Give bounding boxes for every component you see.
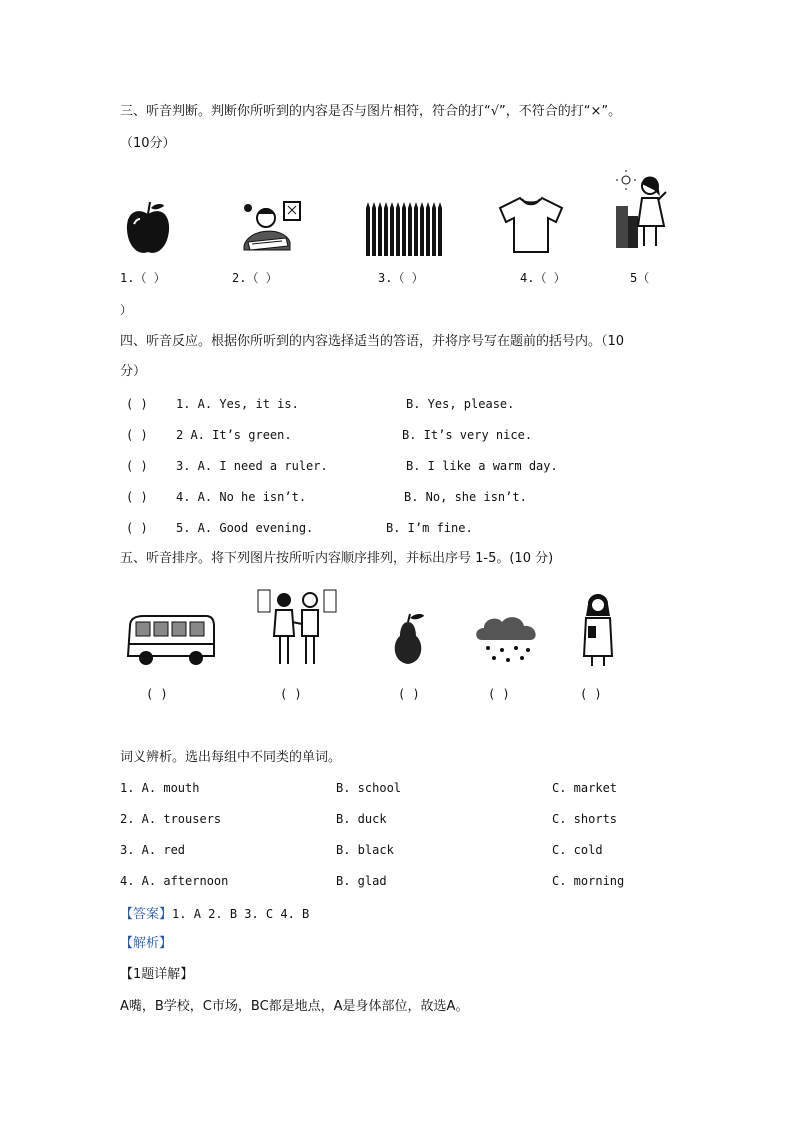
answer-text: 1. A 2. B 3. C 4. B [172, 907, 310, 921]
rain-cloud-picture [474, 612, 540, 668]
response-option-3b: B. I like a warm day. [406, 459, 558, 473]
order-blank-2[interactable]: ( ) [280, 687, 302, 701]
vocab-row-1-b: B. school [336, 781, 402, 795]
answer-blank-5[interactable]: 5（ [630, 271, 650, 285]
detail-label: 【1题详解】 [120, 967, 194, 982]
girl-city-picture [614, 170, 670, 250]
vocab-row-4-b: B. glad [336, 874, 387, 888]
analysis-label: 【解析】 [120, 936, 173, 951]
section3-heading: 三、听音判断。判断你所听到的内容是否与图片相符，符合的打“√”，不符合的打“×”。 [120, 104, 622, 119]
answer-label: 【答案】 [120, 907, 173, 922]
apple-picture [124, 200, 172, 258]
order-blank-4[interactable]: ( ) [488, 687, 510, 701]
answer-blank-2[interactable]: 2.（ ） [232, 271, 278, 285]
answer-blank-4[interactable]: 4.（ ） [520, 271, 566, 285]
response-option-1b: B. Yes, please. [406, 397, 515, 411]
boy-and-girl-picture [256, 586, 338, 668]
response-option-2a: 2 A. It’s green. [176, 428, 292, 442]
vocab-row-2-c: C. shorts [552, 812, 618, 826]
vocab-row-4-a: 4. A. afternoon [120, 874, 229, 888]
vocab-row-4-c: C. morning [552, 874, 625, 888]
response-blank-4[interactable]: ( ) [126, 490, 148, 504]
t-shirt-picture [498, 196, 564, 254]
vocab-row-1-a: 1. A. mouth [120, 781, 200, 795]
vocab-row-3-c: C. cold [552, 843, 603, 857]
answer-blank-5-wrap: ） [120, 303, 133, 317]
response-option-4b: B. No, she isn’t. [404, 490, 527, 504]
section4-heading: 四、听音反应。根据你所听到的内容选择适当的答语，并将序号写在题前的括号内。（10 [120, 334, 625, 349]
vocab-row-3-a: 3. A. red [120, 843, 186, 857]
response-option-1a: 1. A. Yes, it is. [176, 397, 299, 411]
answer-blank-1[interactable]: 1.（ ） [120, 271, 166, 285]
response-blank-3[interactable]: ( ) [126, 459, 148, 473]
response-blank-2[interactable]: ( ) [126, 428, 148, 442]
vocab-row-2-b: B. duck [336, 812, 387, 826]
response-option-3a: 3. A. I need a ruler. [176, 459, 328, 473]
vocab-row-2-a: 2. A. trousers [120, 812, 222, 826]
answer-line [120, 904, 309, 925]
pear-picture [388, 612, 428, 666]
vocab-row-3-b: B. black [336, 843, 394, 857]
answer-blank-3[interactable]: 3.（ ） [378, 271, 424, 285]
order-blank-1[interactable]: ( ) [146, 687, 168, 701]
order-blank-5[interactable]: ( ) [580, 687, 602, 701]
section4-heading-wrap: 分） [120, 364, 147, 379]
response-blank-1[interactable]: ( ) [126, 397, 148, 411]
school-bus-picture [126, 612, 216, 668]
girl-reading-picture [238, 198, 304, 256]
order-blank-3[interactable]: ( ) [398, 687, 420, 701]
response-option-5a: 5. A. Good evening. [176, 521, 314, 535]
doctor-picture [578, 590, 618, 668]
section3-score: （10分） [120, 136, 176, 151]
vocab-row-1-c: C. market [552, 781, 618, 795]
response-option-5b: B. I’m fine. [386, 521, 473, 535]
response-blank-5[interactable]: ( ) [126, 521, 148, 535]
section5-heading: 五、听音排序。将下列图片按所听内容顺序排列，并标出序号 1-5。(10 分) [120, 551, 554, 566]
pencils-picture [366, 202, 446, 256]
detail-text: A嘴，B学校，C市场，BC都是地点，A是身体部位，故选A。 [120, 999, 469, 1014]
response-option-4a: 4. A. No he isn’t. [176, 490, 307, 504]
response-option-2b: B. It’s very nice. [402, 428, 533, 442]
vocab-heading: 词义辨析。选出每组中不同类的单词。 [120, 750, 342, 765]
